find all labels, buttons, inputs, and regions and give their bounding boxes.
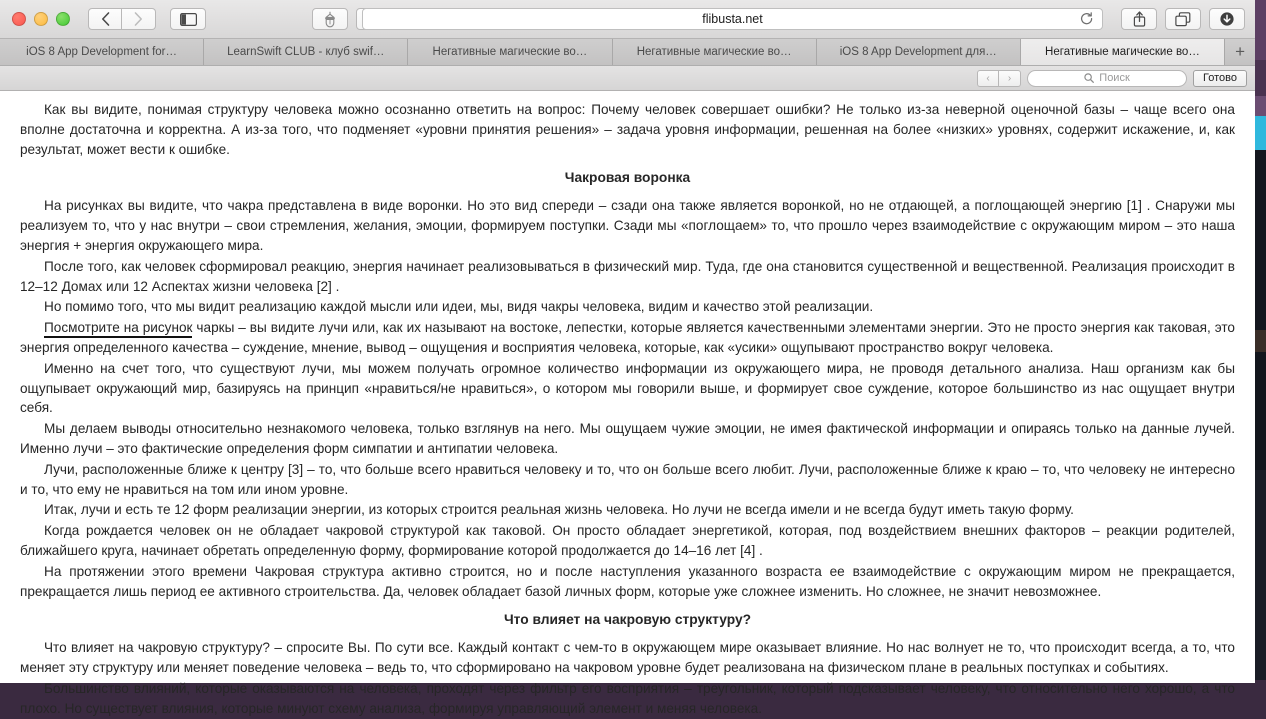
tab-6-active[interactable] xyxy=(1021,39,1225,65)
paragraph-12: Что влияет на чакровую структуру? – спросите Вы. По сути все. Каждый контакт с чем-то в окружающем мире оказывает влияние. Но нас волнует не то, что происходит всегда, а то, что меняет эту структуру или меняет поведение человека – ведь то, что сформировано на чакровом уровне будет реализована на физическом плане в реальных поступках и событиях. xyxy=(20,640,1235,676)
magnifier-icon xyxy=(1084,73,1094,83)
tab-3[interactable] xyxy=(408,39,612,65)
tab-label: Негативные магические во… xyxy=(636,46,792,58)
chevron-left-icon: ‹ xyxy=(986,72,990,84)
lantern-icon xyxy=(323,11,337,27)
paragraph-3: После того, как человек сформировал реакцию, энергия начинает реализовываться в физический мир. Туда, где она становится существенной и вещественной. Реализация происходит в 12–12 Домах или 12 Аспектах жизни человека [2] . xyxy=(20,258,1235,294)
paragraph-2: На рисунках вы видите, что чакра представлена в виде воронки. Но это вид спереди – сзади она также является воронкой, но не отдающей, а поглощающей энергию [1] . Снаружи мы реализуем то, что у нас внутри – свои стремления, желания, эмоции, формируем поступки. Сзади мы «поглощаем» то, что прошло через взаимодействие с окружающим миром – это наша энергия + энергия окружающего мира. xyxy=(20,198,1235,253)
tab-label: iOS 8 App Development для… xyxy=(839,46,997,58)
minimize-window-button[interactable] xyxy=(34,12,48,26)
find-navigation xyxy=(977,70,1021,87)
tab-label: iOS 8 App Development for… xyxy=(26,46,178,58)
back-button[interactable] xyxy=(88,8,122,30)
zoom-window-button[interactable] xyxy=(56,12,70,26)
paragraph-9: Итак, лучи и есть те 12 форм реализации энергии, из которых строится реальная жизнь человека. Но лучи не всегда имели и не всегда будут иметь такую форму. xyxy=(44,502,1074,518)
find-placeholder: Поиск xyxy=(1099,72,1130,84)
paragraph-7: Мы делаем выводы относительно незнакомого человека, только взглянув на него. Мы ощущаем чужие эмоции, не имея фактической информации и опираясь только на данные лучей. Именно лучи – это фактические определения форм симпатии и антипатии человека. xyxy=(20,421,1235,456)
share-button[interactable] xyxy=(1121,8,1157,30)
tab-2[interactable] xyxy=(204,39,408,65)
chevron-right-icon xyxy=(134,12,143,26)
show-sidebar-button[interactable] xyxy=(170,8,206,30)
paragraph-4: Но помимо того, что мы видит реализацию каждой мысли или идеи, мы, видя чакры человека, видим и качество этой реализации. xyxy=(44,299,874,315)
chevron-right-icon: › xyxy=(1007,72,1012,84)
underlined-text-fragment: Посмотрите на рисунок xyxy=(44,320,192,338)
paragraph-5 xyxy=(20,318,1235,358)
tab-1[interactable] xyxy=(0,39,204,65)
toolbar-right-buttons xyxy=(1121,8,1245,30)
forward-button[interactable] xyxy=(122,8,156,30)
address-bar[interactable] xyxy=(362,8,1103,30)
url-text: flibusta.net xyxy=(702,12,763,26)
paragraph-6: Именно на счет того, что существуют лучи, мы можем получать огромное количество информации из окружающего мира, не проводя детального анализа. Наш организм как бы ощупывает окружающий мир, базируясь на принцип «нравиться/не нравиться», о котором мы говорили выше, и формирует свое суждение, которое большинство из нас ощущает внутри себя. xyxy=(20,360,1235,416)
chevron-left-icon xyxy=(101,12,110,26)
paragraph-8: Лучи, расположенные ближе к центру [3] – то, что больше всего нравиться человеку и то, что он больше всего любит. Лучи, расположенные ближе к краю – то, что человеку не интересно и то, что ему не нравиться на том или ином уровне. xyxy=(20,461,1235,497)
paragraph-11: На протяжении этого времени Чакровая структура активно строится, но и после наступления указанного возраста ее взаимодействие с окружающим миром не прекращается, прекращается лишь период ее активного строительства. Да, человек обладает базой личных форм, которые уже сложнее изменить. Но сложнее, не значит невозможнее. xyxy=(20,563,1235,599)
close-window-button[interactable] xyxy=(12,12,26,26)
show-all-tabs-icon xyxy=(1175,12,1191,27)
browser-toolbar xyxy=(0,0,1255,39)
paragraph-10: Когда рождается человек он не обладает чакровой структурой как таковой. Он просто обладает энергетикой, которая, под воздействием внешних факторов – реакции родителей, ближайшего круга, начинает обретать определенную форму, формирование которой продолжается до 14–16 лет [4] . xyxy=(20,523,1235,558)
tab-label: Негативные магические во… xyxy=(1045,46,1200,58)
tab-label: LearnSwift CLUB - клуб swif… xyxy=(227,46,385,58)
navigation-buttons xyxy=(88,8,156,30)
new-tab-button[interactable] xyxy=(1225,39,1255,65)
tab-5[interactable] xyxy=(817,39,1021,65)
window-controls xyxy=(12,12,70,26)
tab-label: Негативные магические во… xyxy=(432,46,588,58)
find-search-input[interactable] xyxy=(1027,70,1187,87)
plus-icon: + xyxy=(1235,42,1245,61)
paragraph-13: Большинство влияний, которые оказываются на человека, проходят через фильтр его восприятия – треугольник, который подсказывает человеку, что относительно него хорошо, а что плохо. Но существует влияния, которые минуют схему анализа, формируя управляющий элемент и меняя человека. xyxy=(20,680,1235,716)
reload-icon[interactable] xyxy=(1080,12,1094,30)
share-icon xyxy=(1133,11,1146,27)
section-heading-chakra-funnel: Чакровая воронка xyxy=(564,170,691,186)
lantern-button[interactable] xyxy=(312,8,348,30)
find-bar xyxy=(0,66,1255,91)
desktop-background-sliver xyxy=(1254,0,1266,680)
find-done-button[interactable] xyxy=(1193,70,1247,87)
downloads-button[interactable] xyxy=(1209,8,1245,30)
show-all-tabs-button[interactable] xyxy=(1165,8,1201,30)
sidebar-icon xyxy=(180,13,197,26)
find-previous-button[interactable] xyxy=(977,70,999,87)
page-content[interactable] xyxy=(0,91,1255,716)
find-next-button[interactable] xyxy=(999,70,1021,87)
paragraph-1: Как вы видите, понимая структуру человека можно осознанно ответить на вопрос: Почему человек совершает ошибки? Не только из-за неверной оценочной базы – чаще всего она вполне достаточна и корректна. А из-за того, что подменяет «уровни принятия решения» – задача уровня информации, решенная на более «низких» уровнях, содержит искажение, и, как результат, может вести к ошибке. xyxy=(20,102,1235,157)
tab-4[interactable] xyxy=(613,39,817,65)
paragraph-5-rest: чаркы – вы видите лучи или, как их называют на востоке, лепестки, которые является качественными элементами энергии. Это не просто энергия как таковая, это энергия определенного качества – суждение, мнение, вывод – ощущения и восприятия человека, которые, как «усики» ощупывают пространство вокруг человека. xyxy=(20,320,1235,355)
find-done-label: Готово xyxy=(1203,72,1237,84)
tab-bar xyxy=(0,39,1255,66)
section-heading-what-influences: Что влияет на чакровую структуру? xyxy=(503,612,752,628)
downloads-icon xyxy=(1219,11,1235,27)
